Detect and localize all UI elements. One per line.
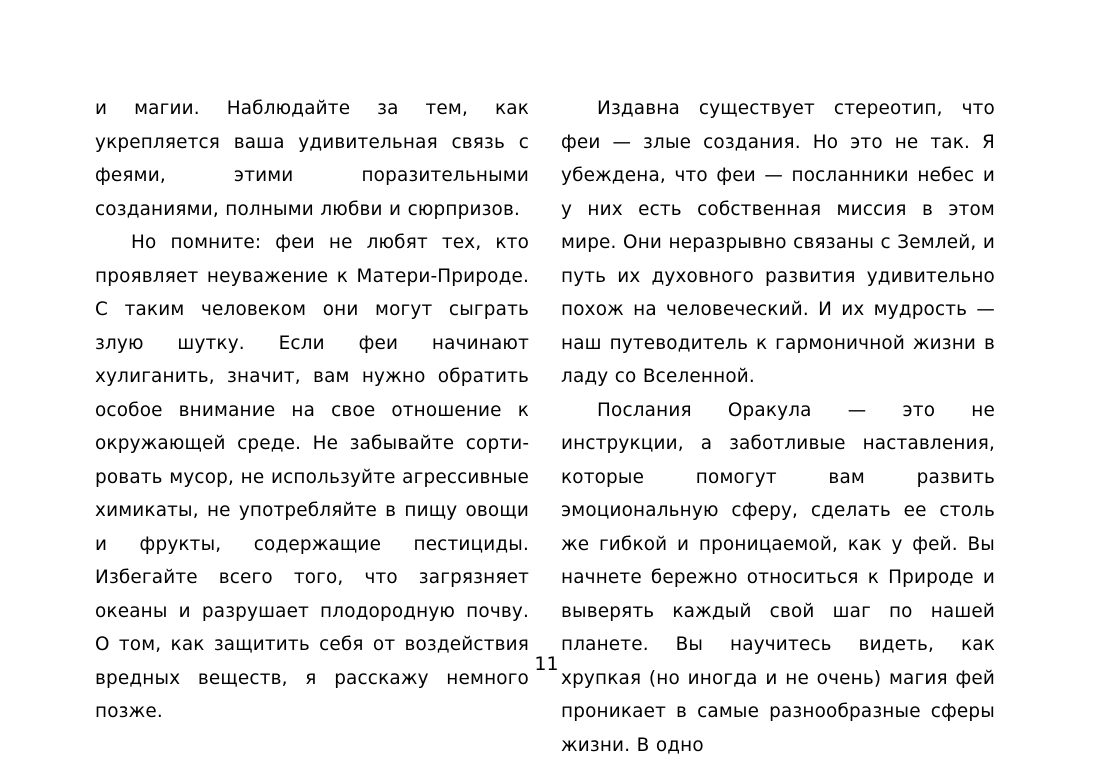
paragraph: Издавна существует стереотип, что феи — злые создания. Но это не так. Я убеждена, что феи — посланники небес и у них есть собственная миссия в этом мире. Они неразрывно связаны с Землей, и путь их духовного развития удивительно похож на человеческий. И их мудрость — наш путеводитель к гармоничной жизни в ладу со Вселенной.	[561, 98, 995, 387]
left-text-column	[95, 92, 529, 729]
page-number: 11	[534, 653, 559, 675]
paragraph: Послания Оракула — это не инструкции, а заботливые наставления, которые помогут вам развить эмоциональную сферу, сделать ее столь же гибкой и проницаемой, как у фей. Вы начнете бережно относиться к Природе и выверять каждый свой шаг по нашей планете. Вы научитесь видеть, как хрупкая (но иногда и не очень) магия фей проникает в самые разнообразные сферы жизни. В одно	[561, 399, 995, 756]
paragraph: Но помните: феи не любят тех, кто проявляет неуважение к Матери-Природе. С таким человеком они могут сыграть злую шутку. Если феи начинают хулиганить, значит, вам нужно обратить особое внимание на свое отношение к окружающей среде. Не забывайте сортировать мусор, не используйте агрессивные химикаты, не употребляйте в пищу овощи и фрукты, содержащие пестициды. Избегайте всего того, что загрязняет океаны и разрушает плодородную почву. О том, как защитить себя от воздействия вредных веществ, я расскажу немного позже.	[95, 232, 529, 722]
paragraph: и магии. Наблюдайте за тем, как укрепляется ваша удивительная связь с феями, этими поразительными созданиями, полными любви и сюрпризов.	[95, 98, 529, 220]
